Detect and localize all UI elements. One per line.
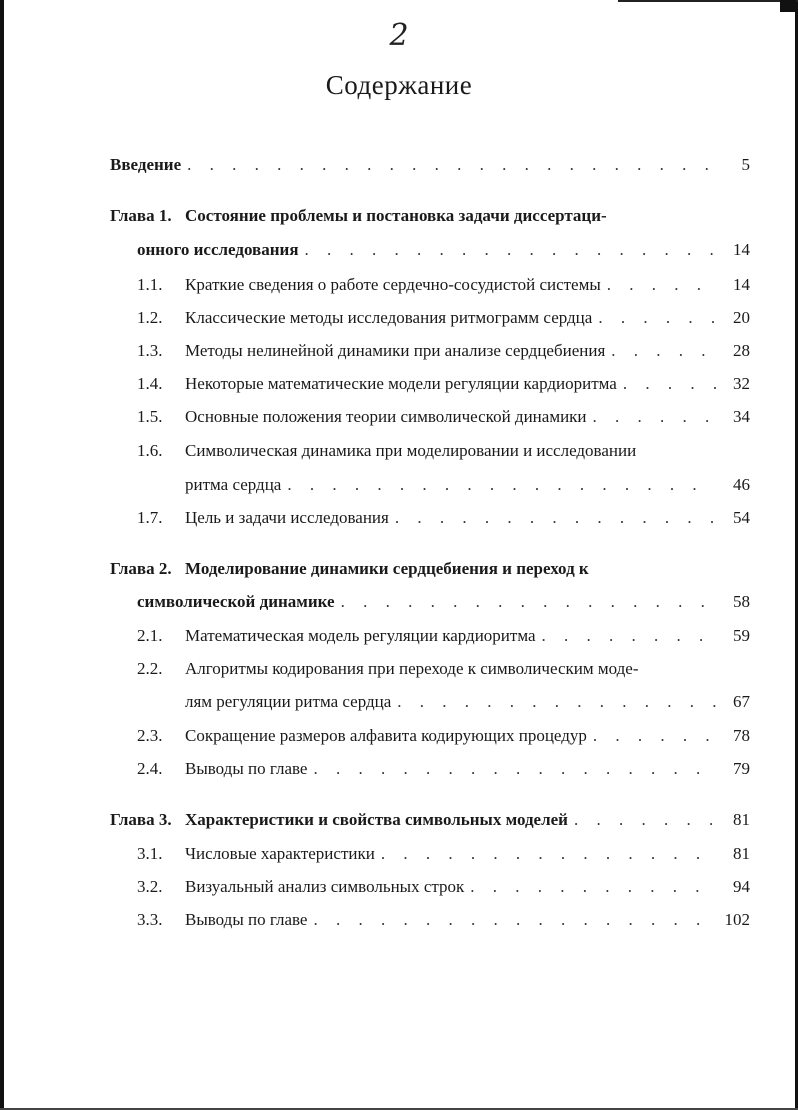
section-number: 2.4. xyxy=(137,759,163,778)
toc-section-1-2[interactable] xyxy=(110,308,750,334)
toc-section-3-1[interactable] xyxy=(110,844,750,870)
toc-section-1-1[interactable] xyxy=(110,275,750,301)
section-title: Выводы по главе xyxy=(185,759,308,778)
dot-leader xyxy=(607,275,716,295)
chapter-number: Глава 1. xyxy=(110,206,172,225)
section-title: Некоторые математические модели регуляции кардиоритма xyxy=(185,374,617,393)
chapter-title: Характеристики и свойства символьных моделей xyxy=(185,810,568,829)
toc-page-number: 32 xyxy=(733,374,750,393)
dot-leader xyxy=(542,626,716,646)
toc-page-number: 58 xyxy=(733,592,750,611)
section-title: Математическая модель регуляции кардиоритма xyxy=(185,626,536,645)
toc-section-2-4[interactable] xyxy=(110,759,750,785)
dot-leader xyxy=(611,341,716,361)
toc-section-1-7[interactable] xyxy=(110,508,750,534)
section-number: 1.7. xyxy=(137,508,163,527)
toc-page-number: 81 xyxy=(733,844,750,863)
section-number: 1.5. xyxy=(137,407,163,426)
section-number: 2.3. xyxy=(137,726,163,745)
scan-edge-left xyxy=(0,0,4,1110)
scan-edge-top xyxy=(618,0,798,2)
toc-page-number: 81 xyxy=(733,810,750,829)
toc-page-number: 34 xyxy=(733,407,750,426)
chapter-number: Глава 3. xyxy=(110,810,172,829)
chapter-title-cont: символической динамике xyxy=(137,592,335,611)
section-number: 1.3. xyxy=(137,341,163,360)
section-title: Символическая динамика при моделировании и исследовании xyxy=(185,441,637,460)
toc-chapter-1-line1[interactable] xyxy=(110,206,750,232)
toc-page-number: 5 xyxy=(741,155,750,174)
handwritten-page-number: 2 xyxy=(389,18,409,53)
toc-chapter-2-line1[interactable] xyxy=(110,559,750,585)
dot-leader xyxy=(381,844,716,864)
toc-section-3-2[interactable] xyxy=(110,877,750,903)
toc-page-number: 46 xyxy=(733,475,750,494)
chapter-title: Моделирование динамики сердцебиения и переход к xyxy=(185,559,589,578)
toc-page-number: 28 xyxy=(733,341,750,360)
toc-page-number: 59 xyxy=(733,626,750,645)
toc-section-1-6-line2[interactable] xyxy=(110,475,750,501)
scan-corner-mark xyxy=(780,0,796,12)
toc-section-3-3[interactable] xyxy=(110,910,750,936)
section-title: Числовые характеристики xyxy=(185,844,375,863)
section-title: Классические методы исследования ритмограмм сердца xyxy=(185,308,593,327)
toc-page-number: 14 xyxy=(733,275,750,294)
section-title: Визуальный анализ символьных строк xyxy=(185,877,465,896)
toc-chapter-3[interactable] xyxy=(110,810,750,836)
chapter-number: Глава 2. xyxy=(110,559,172,578)
toc-section-1-3[interactable] xyxy=(110,341,750,367)
section-number: 2.1. xyxy=(137,626,163,645)
toc-page-number: 20 xyxy=(733,308,750,327)
toc-page-number: 67 xyxy=(733,692,750,711)
section-number: 1.4. xyxy=(137,374,163,393)
section-title-cont: ритма сердца xyxy=(185,475,282,494)
dot-leader xyxy=(341,592,716,612)
section-title: Методы нелинейной динамики при анализе сердцебиения xyxy=(185,341,606,360)
toc-section-1-5[interactable] xyxy=(110,407,750,433)
dot-leader xyxy=(598,308,716,328)
dot-leader xyxy=(395,508,716,528)
section-number: 1.1. xyxy=(137,275,163,294)
dot-leader xyxy=(313,910,716,930)
dot-leader xyxy=(397,692,716,712)
section-number: 3.1. xyxy=(137,844,163,863)
section-title: Основные положения теории символической динамики xyxy=(185,407,587,426)
dot-leader xyxy=(574,810,716,830)
section-title-cont: лям регуляции ритма сердца xyxy=(185,692,392,711)
dot-leader xyxy=(593,726,716,746)
section-title: Сокращение размеров алфавита кодирующих процедур xyxy=(185,726,587,745)
toc-section-1-4[interactable] xyxy=(110,374,750,400)
page-title: Содержание xyxy=(325,70,473,100)
toc-page-number: 78 xyxy=(733,726,750,745)
toc-page-number: 14 xyxy=(733,240,750,259)
toc-section-2-2-line1[interactable] xyxy=(110,659,750,685)
chapter-title-cont: онного исследования xyxy=(137,240,299,259)
dot-leader xyxy=(313,759,716,779)
toc-page-number: 102 xyxy=(724,910,750,929)
toc-page-number: 54 xyxy=(733,508,750,527)
dot-leader xyxy=(305,240,716,260)
dot-leader xyxy=(623,374,716,394)
section-number: 1.2. xyxy=(137,308,163,327)
toc-entry-intro[interactable] xyxy=(110,155,750,181)
section-title: Алгоритмы кодирования при переходе к символическим моде- xyxy=(185,659,639,678)
dot-leader xyxy=(470,877,716,897)
toc-entry-title: Введение xyxy=(110,155,182,174)
dot-leader xyxy=(593,407,716,427)
section-number: 1.6. xyxy=(137,441,163,460)
section-number: 3.2. xyxy=(137,877,163,896)
section-title: Краткие сведения о работе сердечно-сосудистой системы xyxy=(185,275,601,294)
toc-section-2-1[interactable] xyxy=(110,626,750,652)
toc-section-1-6-line1[interactable] xyxy=(110,441,750,467)
toc-chapter-2-line2[interactable] xyxy=(110,592,750,618)
dot-leader xyxy=(187,155,716,175)
toc-chapter-1-line2[interactable] xyxy=(110,240,750,266)
section-title: Цель и задачи исследования xyxy=(185,508,389,527)
toc-page-number: 79 xyxy=(733,759,750,778)
section-number: 3.3. xyxy=(137,910,163,929)
dot-leader xyxy=(287,475,716,495)
toc-section-2-2-line2[interactable] xyxy=(110,692,750,718)
toc-page-number: 94 xyxy=(733,877,750,896)
chapter-title: Состояние проблемы и постановка задачи диссертаци- xyxy=(185,206,607,225)
section-number: 2.2. xyxy=(137,659,163,678)
toc-section-2-3[interactable] xyxy=(110,726,750,752)
section-title: Выводы по главе xyxy=(185,910,308,929)
